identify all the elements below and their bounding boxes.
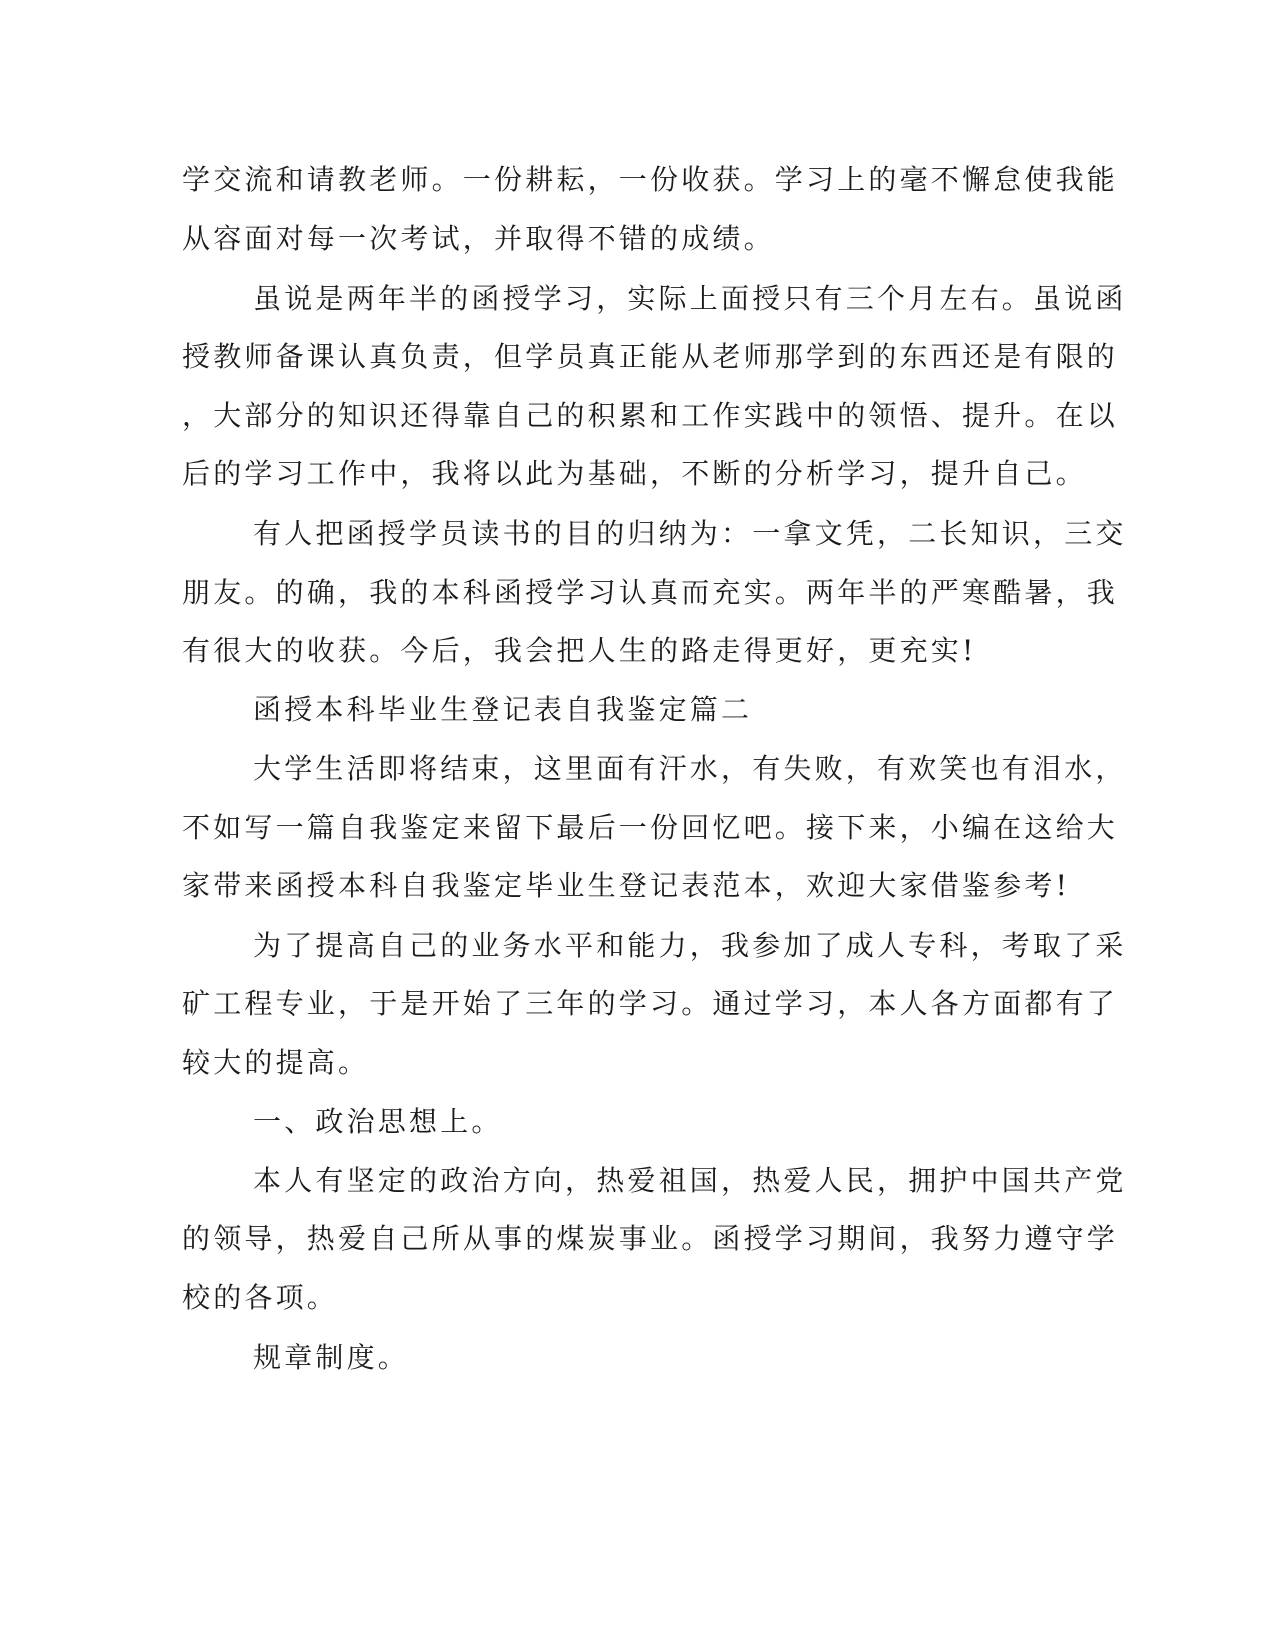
paragraph-start-line: 本人有坚定的政治方向，热爱祖国，热爱人民，拥护中国共产党	[253, 1164, 1127, 1197]
text-line: ，大部分的知识还得靠自己的积累和工作实践中的领悟、提升。在以	[182, 399, 1119, 432]
text-line: 不如写一篇自我鉴定来留下最后一份回忆吧。接下来，小编在这给大	[182, 811, 1119, 844]
paragraph-start-line: 有人把函授学员读书的目的归纳为：一拿文凭，二长知识，三交	[253, 517, 1127, 550]
text-line: 较大的提高。	[182, 1046, 370, 1079]
text-line: 校的各项。	[182, 1281, 339, 1314]
paragraph-start-line: 大学生活即将结束，这里面有汗水，有失败，有欢笑也有泪水，	[253, 752, 1127, 785]
text-line: 矿工程专业，于是开始了三年的学习。通过学习，本人各方面都有了	[182, 987, 1119, 1020]
subsection-heading: 一、政治思想上。	[253, 1105, 503, 1138]
paragraph-start-line: 为了提高自己的业务水平和能力，我参加了成人专科，考取了采	[253, 929, 1127, 962]
text-line: 有很大的收获。今后，我会把人生的路走得更好，更充实!	[182, 634, 977, 667]
text-line: 从容面对每一次考试，并取得不错的成绩。	[182, 222, 775, 255]
paragraph-start-line: 虽说是两年半的函授学习，实际上面授只有三个月左右。虽说函	[253, 282, 1127, 315]
text-line: 家带来函授本科自我鉴定毕业生登记表范本，欢迎大家借鉴参考!	[182, 869, 1071, 902]
text-line: 授教师备课认真负责，但学员真正能从老师那学到的东西还是有限的	[182, 340, 1119, 373]
section-heading: 函授本科毕业生登记表自我鉴定篇二	[253, 693, 753, 726]
text-line: 后的学习工作中，我将以此为基础，不断的分析学习，提升自己。	[182, 457, 1087, 490]
text-line: 朋友。的确，我的本科函授学习认真而充实。两年半的严寒酷暑，我	[182, 576, 1119, 609]
paragraph-start-line: 规章制度。	[253, 1341, 410, 1374]
text-line: 学交流和请教老师。一份耕耘，一份收获。学习上的毫不懈怠使我能	[182, 163, 1119, 196]
text-line: 的领导，热爱自己所从事的煤炭事业。函授学习期间，我努力遵守学	[182, 1222, 1119, 1255]
